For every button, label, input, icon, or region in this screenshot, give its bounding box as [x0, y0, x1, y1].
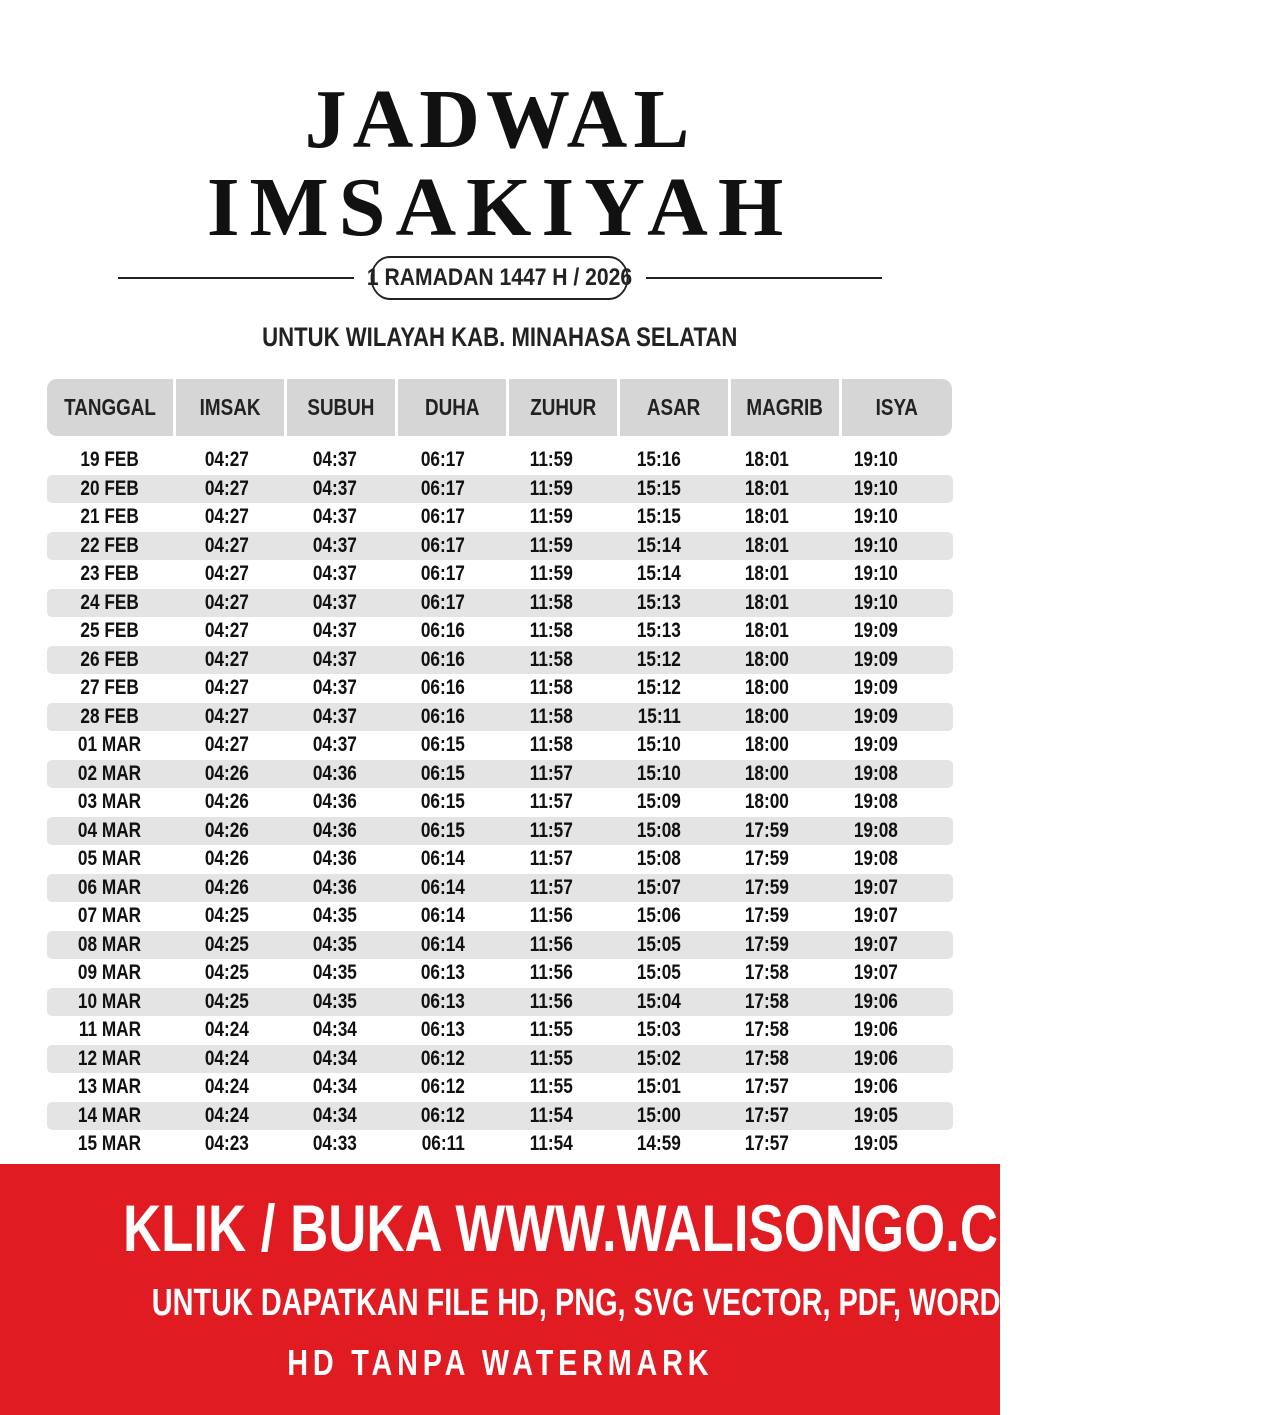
cell-asar: 15:01 — [636, 1075, 682, 1099]
cell-subuh: 04:36 — [312, 847, 358, 871]
table-row — [47, 703, 953, 732]
subtitle-rule-right — [646, 277, 882, 279]
cell-magrib: 17:59 — [744, 875, 790, 899]
cell-subuh: 04:35 — [312, 904, 358, 928]
cell-tanggal: 01 MAR — [78, 733, 142, 757]
cell-subuh: 04:34 — [312, 1075, 358, 1099]
cell-magrib: 17:59 — [744, 847, 790, 871]
cell-imsak: 04:27 — [204, 733, 250, 757]
table-row — [47, 475, 953, 504]
cell-asar: 15:15 — [636, 476, 682, 500]
cell-isya: 19:09 — [853, 704, 899, 728]
cell-duha: 06:15 — [420, 761, 466, 785]
region-label — [0, 322, 1000, 353]
cell-subuh: 04:37 — [312, 590, 358, 614]
cell-isya: 19:09 — [853, 647, 899, 671]
cell-isya: 19:10 — [853, 562, 899, 586]
cell-tanggal: 14 MAR — [78, 1103, 142, 1127]
table-row — [47, 646, 953, 675]
cell-isya: 19:06 — [853, 1075, 899, 1099]
cell-asar: 15:06 — [636, 904, 682, 928]
cell-tanggal: 02 MAR — [78, 761, 142, 785]
cell-isya: 19:07 — [853, 961, 899, 985]
cell-zuhur: 11:58 — [529, 619, 573, 643]
cell-tanggal: 08 MAR — [78, 932, 142, 956]
cell-subuh: 04:36 — [312, 818, 358, 842]
table-row — [47, 1130, 953, 1159]
cell-isya: 19:08 — [853, 818, 899, 842]
cell-zuhur: 11:59 — [529, 533, 573, 557]
cell-tanggal: 12 MAR — [78, 1046, 142, 1070]
ramadan-year-badge: 1 RAMADAN 1447 H / 2026 — [371, 256, 629, 300]
title-jadwal: JADWAL — [304, 73, 696, 166]
cell-asar: 15:14 — [636, 533, 682, 557]
cell-asar: 15:13 — [636, 590, 682, 614]
cell-zuhur: 11:57 — [529, 818, 573, 842]
cell-asar: 15:12 — [636, 676, 682, 700]
cell-subuh: 04:35 — [312, 932, 358, 956]
subtitle-rule-left — [118, 277, 354, 279]
cell-asar: 15:12 — [636, 647, 682, 671]
cell-zuhur: 11:57 — [529, 847, 573, 871]
cell-subuh: 04:37 — [312, 647, 358, 671]
cell-duha: 06:17 — [420, 476, 466, 500]
schedule-table — [47, 379, 953, 1229]
cell-imsak: 04:26 — [204, 790, 250, 814]
cell-isya: 19:08 — [853, 847, 899, 871]
table-row — [47, 1045, 953, 1074]
banner-no-watermark: HD TANPA WATERMARK — [286, 1342, 714, 1383]
cell-zuhur: 11:56 — [529, 932, 573, 956]
table-row — [47, 532, 953, 561]
cell-subuh: 04:36 — [312, 761, 358, 785]
cell-magrib: 17:58 — [744, 1046, 790, 1070]
cell-duha: 06:12 — [420, 1075, 466, 1099]
cell-magrib: 17:58 — [744, 989, 790, 1013]
header-asar: ASAR — [620, 379, 728, 436]
cell-subuh: 04:37 — [312, 562, 358, 586]
cell-zuhur: 11:58 — [529, 647, 573, 671]
cell-isya: 19:06 — [853, 989, 899, 1013]
cell-magrib: 18:01 — [744, 505, 790, 529]
cell-zuhur: 11:56 — [529, 989, 573, 1013]
cell-tanggal: 07 MAR — [78, 904, 142, 928]
cell-imsak: 04:24 — [204, 1018, 250, 1042]
cell-asar: 15:00 — [636, 1103, 682, 1127]
cell-imsak: 04:23 — [204, 1132, 250, 1156]
cell-subuh: 04:35 — [312, 961, 358, 985]
cell-imsak: 04:27 — [204, 505, 250, 529]
cell-duha: 06:14 — [420, 847, 466, 871]
cell-asar: 15:02 — [636, 1046, 682, 1070]
cell-zuhur: 11:54 — [529, 1103, 573, 1127]
header-subuh: SUBUH — [287, 379, 395, 436]
cell-duha: 06:16 — [420, 647, 466, 671]
cell-duha: 06:17 — [420, 562, 466, 586]
cell-subuh: 04:37 — [312, 476, 358, 500]
cell-zuhur: 11:56 — [529, 904, 573, 928]
cell-zuhur: 11:57 — [529, 790, 573, 814]
cell-isya: 19:10 — [853, 476, 899, 500]
cell-magrib: 18:01 — [744, 476, 790, 500]
cell-magrib: 18:00 — [744, 733, 790, 757]
cell-magrib: 18:01 — [744, 590, 790, 614]
cell-tanggal: 27 FEB — [80, 676, 140, 700]
cell-asar: 15:05 — [636, 932, 682, 956]
cell-zuhur: 11:57 — [529, 875, 573, 899]
table-row — [47, 1102, 953, 1131]
cell-isya: 19:10 — [853, 533, 899, 557]
cell-subuh: 04:33 — [312, 1132, 358, 1156]
title-imsakiyah: IMSAKIYAH — [206, 161, 794, 254]
cell-imsak: 04:27 — [204, 676, 250, 700]
cell-magrib: 17:57 — [744, 1132, 790, 1156]
cell-imsak: 04:25 — [204, 904, 250, 928]
cell-magrib: 17:59 — [744, 932, 790, 956]
cell-duha: 06:12 — [420, 1103, 466, 1127]
cell-imsak: 04:26 — [204, 847, 250, 871]
cell-asar: 15:04 — [636, 989, 682, 1013]
table-row — [47, 589, 953, 618]
cell-asar: 15:10 — [636, 761, 682, 785]
cell-duha: 06:15 — [420, 818, 466, 842]
cell-tanggal: 23 FEB — [80, 562, 140, 586]
cell-tanggal: 06 MAR — [78, 875, 142, 899]
region-text: UNTUK WILAYAH KAB. MINAHASA SELATAN — [262, 322, 738, 352]
cell-magrib: 17:59 — [744, 818, 790, 842]
cell-magrib: 18:00 — [744, 761, 790, 785]
cell-duha: 06:17 — [420, 448, 466, 472]
table-row — [47, 446, 953, 475]
banner-link-text[interactable]: KLIK / BUKA WWW.WALISONGO.CO.ID — [122, 1191, 1107, 1265]
cell-duha: 06:13 — [420, 961, 466, 985]
cell-magrib: 18:00 — [744, 647, 790, 671]
cell-asar: 15:05 — [636, 961, 682, 985]
cell-tanggal: 26 FEB — [80, 647, 140, 671]
cell-zuhur: 11:59 — [529, 505, 573, 529]
cell-subuh: 04:37 — [312, 704, 358, 728]
header-isya: ISYA — [842, 379, 952, 436]
cell-subuh: 04:37 — [312, 505, 358, 529]
table-row — [47, 988, 953, 1017]
cell-zuhur: 11:54 — [529, 1132, 573, 1156]
cell-zuhur: 11:55 — [529, 1018, 573, 1042]
cell-tanggal: 04 MAR — [78, 818, 142, 842]
cell-isya: 19:09 — [853, 733, 899, 757]
cell-magrib: 17:57 — [744, 1075, 790, 1099]
cell-zuhur: 11:58 — [529, 676, 573, 700]
table-row — [47, 817, 953, 846]
cell-subuh: 04:36 — [312, 875, 358, 899]
cell-zuhur: 11:58 — [529, 704, 573, 728]
cell-duha: 06:16 — [420, 619, 466, 643]
table-row — [47, 731, 953, 760]
cell-zuhur: 11:58 — [529, 590, 573, 614]
cell-tanggal: 05 MAR — [78, 847, 142, 871]
cell-isya: 19:10 — [853, 590, 899, 614]
cell-imsak: 04:27 — [204, 533, 250, 557]
cell-duha: 06:14 — [420, 904, 466, 928]
cell-tanggal: 09 MAR — [78, 961, 142, 985]
cell-subuh: 04:37 — [312, 448, 358, 472]
cell-magrib: 17:57 — [744, 1103, 790, 1127]
cell-magrib: 17:59 — [744, 904, 790, 928]
cell-subuh: 04:37 — [312, 533, 358, 557]
cell-duha: 06:16 — [420, 704, 466, 728]
cell-duha: 06:14 — [420, 875, 466, 899]
cell-isya: 19:08 — [853, 761, 899, 785]
cell-magrib: 18:00 — [744, 790, 790, 814]
cell-isya: 19:07 — [853, 875, 899, 899]
cell-duha: 06:17 — [420, 505, 466, 529]
cell-isya: 19:10 — [853, 448, 899, 472]
cell-imsak: 04:25 — [204, 932, 250, 956]
cell-duha: 06:17 — [420, 533, 466, 557]
table-row — [47, 788, 953, 817]
cell-imsak: 04:25 — [204, 989, 250, 1013]
cell-magrib: 18:01 — [744, 533, 790, 557]
cell-duha: 06:12 — [420, 1046, 466, 1070]
cell-imsak: 04:27 — [204, 647, 250, 671]
table-row — [47, 845, 953, 874]
cell-asar: 15:11 — [637, 704, 681, 728]
cell-magrib: 18:01 — [744, 619, 790, 643]
cell-duha: 06:13 — [420, 989, 466, 1013]
cell-isya: 19:09 — [853, 676, 899, 700]
banner-file-formats: UNTUK DAPATKAN FILE HD, PNG, SVG VECTOR, PDF, WORD, EXCEL — [151, 1282, 1113, 1324]
cell-magrib: 18:00 — [744, 704, 790, 728]
cell-tanggal: 13 MAR — [78, 1075, 142, 1099]
cell-magrib: 18:01 — [744, 448, 790, 472]
cell-imsak: 04:24 — [204, 1103, 250, 1127]
cell-isya: 19:08 — [853, 790, 899, 814]
cell-imsak: 04:27 — [204, 590, 250, 614]
cell-subuh: 04:37 — [312, 676, 358, 700]
cell-tanggal: 25 FEB — [80, 619, 140, 643]
cell-asar: 15:08 — [636, 847, 682, 871]
cell-asar: 15:03 — [636, 1018, 682, 1042]
header-duha: DUHA — [398, 379, 506, 436]
cell-duha: 06:16 — [420, 676, 466, 700]
cell-subuh: 04:34 — [312, 1103, 358, 1127]
table-row — [47, 874, 953, 903]
cell-tanggal: 11 MAR — [78, 1018, 142, 1042]
header-tanggal: TANGGAL — [47, 379, 173, 436]
cell-duha: 06:13 — [420, 1018, 466, 1042]
cell-imsak: 04:24 — [204, 1075, 250, 1099]
cell-imsak: 04:24 — [204, 1046, 250, 1070]
table-row — [47, 931, 953, 960]
cell-asar: 15:13 — [636, 619, 682, 643]
cell-asar: 15:15 — [636, 505, 682, 529]
cell-subuh: 04:36 — [312, 790, 358, 814]
cell-zuhur: 11:59 — [529, 476, 573, 500]
cell-tanggal: 24 FEB — [80, 590, 140, 614]
cell-zuhur: 11:55 — [529, 1075, 573, 1099]
cell-tanggal: 22 FEB — [80, 533, 140, 557]
promo-banner — [0, 1164, 1113, 1415]
cell-asar: 15:08 — [636, 818, 682, 842]
cell-tanggal: 28 FEB — [80, 704, 140, 728]
cell-imsak: 04:27 — [204, 562, 250, 586]
cell-zuhur: 11:55 — [529, 1046, 573, 1070]
table-row — [47, 560, 953, 589]
cell-magrib: 17:58 — [744, 961, 790, 985]
table-row — [47, 617, 953, 646]
cell-zuhur: 11:58 — [529, 733, 573, 757]
cell-imsak: 04:26 — [204, 875, 250, 899]
table-header — [47, 379, 953, 436]
cell-tanggal: 15 MAR — [78, 1132, 142, 1156]
cell-isya: 19:05 — [853, 1132, 899, 1156]
cell-isya: 19:06 — [853, 1046, 899, 1070]
table-row — [47, 1073, 953, 1102]
cell-asar: 15:16 — [636, 448, 682, 472]
cell-magrib: 17:58 — [744, 1018, 790, 1042]
cell-subuh: 04:35 — [312, 989, 358, 1013]
cell-tanggal: 03 MAR — [78, 790, 142, 814]
cell-isya: 19:07 — [853, 904, 899, 928]
cell-subuh: 04:37 — [312, 619, 358, 643]
cell-imsak: 04:27 — [204, 476, 250, 500]
cell-isya: 19:05 — [853, 1103, 899, 1127]
header-zuhur: ZUHUR — [509, 379, 617, 436]
cell-zuhur: 11:56 — [529, 961, 573, 985]
cell-subuh: 04:37 — [312, 733, 358, 757]
cell-imsak: 04:25 — [204, 961, 250, 985]
cell-duha: 06:15 — [420, 790, 466, 814]
cell-duha: 06:15 — [420, 733, 466, 757]
table-row — [47, 674, 953, 703]
cell-tanggal: 19 FEB — [80, 448, 140, 472]
cell-duha: 06:17 — [420, 590, 466, 614]
cell-duha: 06:11 — [421, 1132, 465, 1156]
table-row — [47, 503, 953, 532]
table-row — [47, 1016, 953, 1045]
table-body — [47, 446, 953, 1229]
table-row — [47, 760, 953, 789]
header-magrib: MAGRIB — [731, 379, 839, 436]
cell-asar: 15:10 — [636, 733, 682, 757]
cell-duha: 06:14 — [420, 932, 466, 956]
table-row — [47, 959, 953, 988]
table-row — [47, 902, 953, 931]
cell-imsak: 04:26 — [204, 761, 250, 785]
cell-imsak: 04:27 — [204, 619, 250, 643]
cell-subuh: 04:34 — [312, 1018, 358, 1042]
cell-isya: 19:07 — [853, 932, 899, 956]
cell-imsak: 04:27 — [204, 704, 250, 728]
cell-tanggal: 10 MAR — [78, 989, 142, 1013]
cell-imsak: 04:26 — [204, 818, 250, 842]
cell-tanggal: 20 FEB — [80, 476, 140, 500]
cell-isya: 19:10 — [853, 505, 899, 529]
cell-tanggal: 21 FEB — [80, 505, 140, 529]
cell-asar: 14:59 — [636, 1132, 682, 1156]
cell-isya: 19:06 — [853, 1018, 899, 1042]
cell-magrib: 18:01 — [744, 562, 790, 586]
cell-subuh: 04:34 — [312, 1046, 358, 1070]
cell-magrib: 18:00 — [744, 676, 790, 700]
cell-zuhur: 11:59 — [529, 448, 573, 472]
cell-asar: 15:09 — [636, 790, 682, 814]
cell-imsak: 04:27 — [204, 448, 250, 472]
cell-asar: 15:14 — [636, 562, 682, 586]
cell-asar: 15:07 — [636, 875, 682, 899]
header-imsak: IMSAK — [176, 379, 284, 436]
cell-zuhur: 11:57 — [529, 761, 573, 785]
cell-zuhur: 11:59 — [529, 562, 573, 586]
cell-isya: 19:09 — [853, 619, 899, 643]
